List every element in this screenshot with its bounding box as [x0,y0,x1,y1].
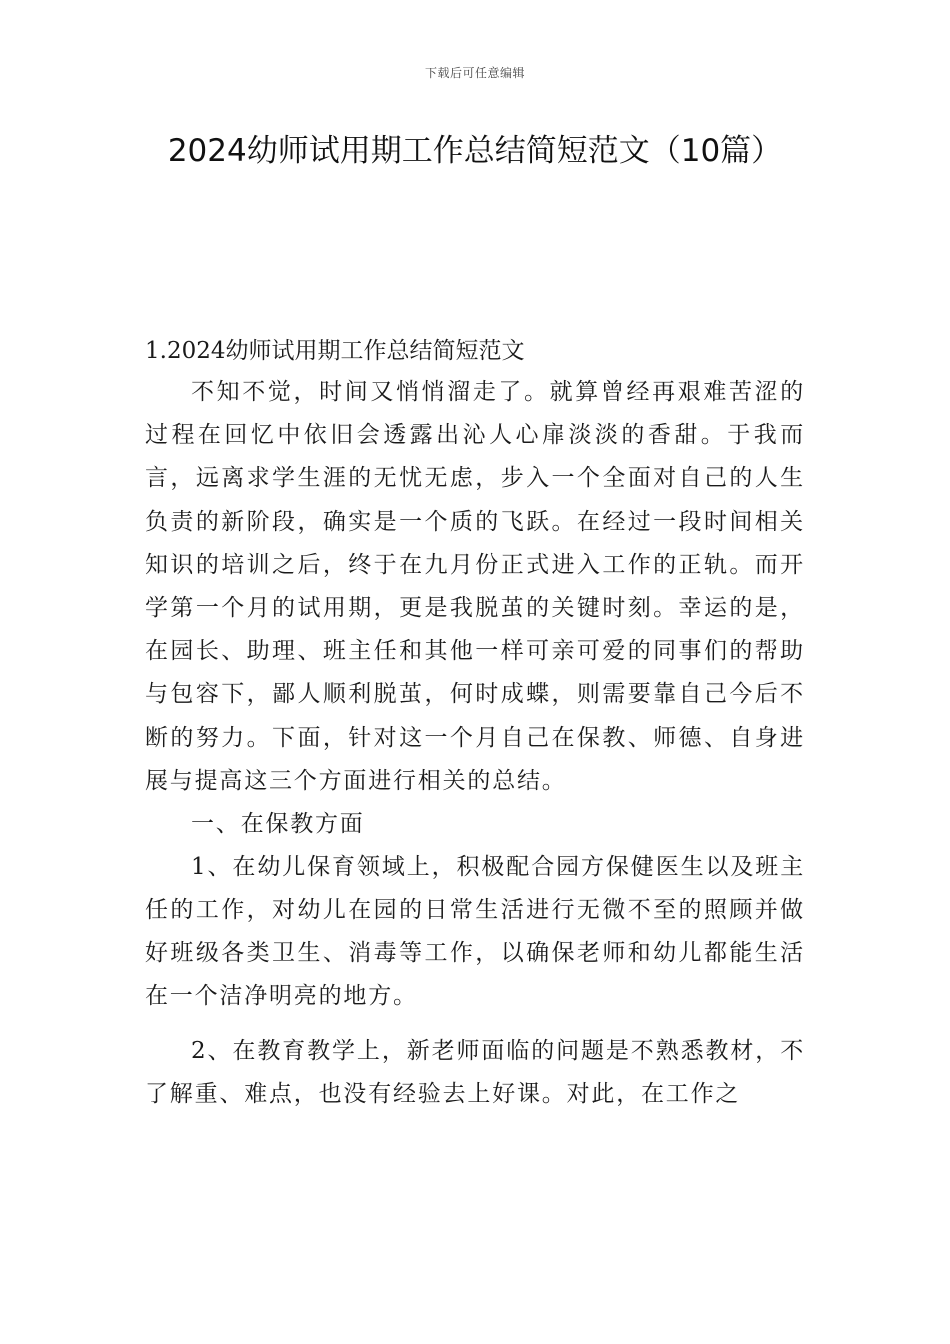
paragraph: 2、在教育教学上，新老师面临的问题是不熟悉教材，不了解重、难点，也没有经验去上好课。对此，在工作之 [145,1038,805,1108]
paragraph: 1、在幼儿保育领域上，积极配合园方保健医生以及班主任的工作，对幼儿在园的日常生活进行无微不至的照顾并做好班级各类卫生、消毒等工作，以确保老师和幼儿都能生活在一个洁净明亮的地方。 [145,854,805,1010]
section-heading: 1.2024幼师试用期工作总结简短范文 [145,338,525,364]
paragraph: 不知不觉，时间又悄悄溜走了。就算曾经再艰难苦涩的过程在回忆中依旧会透露出沁人心扉淡淡的香甜。于我而言，远离求学生涯的无忧无虑，步入一个全面对自己的人生负责的新阶段，确实是一个质的飞跃。在经过一段时间相关知识的培训之后，终于在九月份正式进入工作的正轨。而开学第一个月的试用期，更是我脱茧的关键时刻。幸运的是，在园长、助理、班主任和其他一样可亲可爱的同事们的帮助与包容下，鄙人顺利脱茧，何时成蝶，则需要靠自己今后不断的努力。下面，针对这一个月自己在保教、师德、自身进展与提高这三个方面进行相关的总结。 [145,379,805,794]
paragraph: 一、在保教方面 [191,811,365,838]
header-note: 下载后可任意编辑 [424,66,525,80]
document-title: 2024幼师试用期工作总结简短范文（10篇） [167,133,783,169]
document-body [145,331,805,1116]
